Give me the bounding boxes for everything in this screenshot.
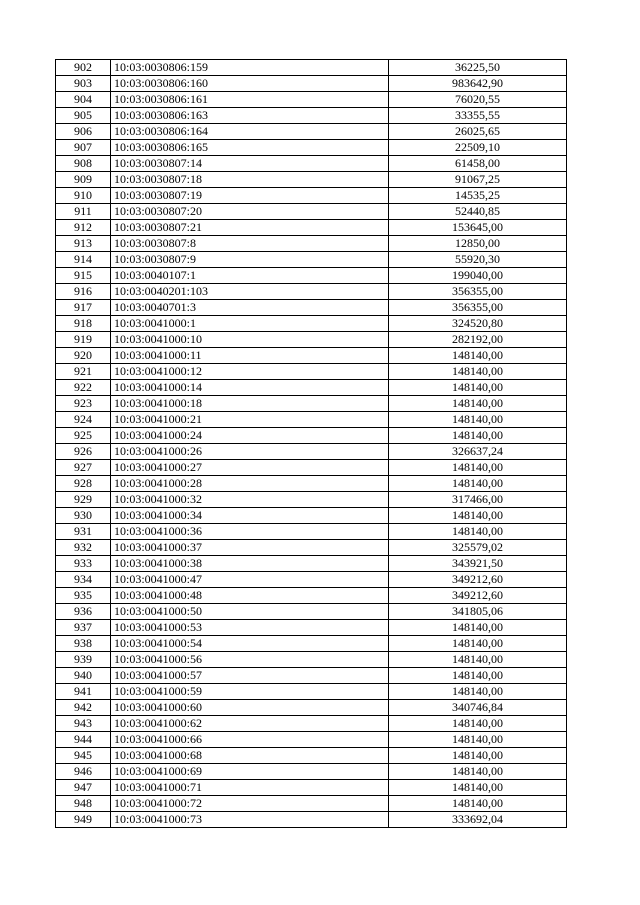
row-number-cell: 908 [56, 156, 111, 172]
row-number-cell: 948 [56, 796, 111, 812]
table-row [56, 428, 567, 444]
amount-cell: 33355,55 [389, 108, 567, 124]
row-number-cell: 921 [56, 364, 111, 380]
row-number-cell: 943 [56, 716, 111, 732]
amount-cell: 148140,00 [389, 396, 567, 412]
amount-cell: 148140,00 [389, 380, 567, 396]
table-row [56, 796, 567, 812]
table-row [56, 172, 567, 188]
table-row [56, 156, 567, 172]
row-number-cell: 930 [56, 508, 111, 524]
amount-cell: 349212,60 [389, 588, 567, 604]
amount-cell: 324520,80 [389, 316, 567, 332]
amount-cell: 356355,00 [389, 300, 567, 316]
cadastral-number-cell: 10:03:0041000:1 [111, 316, 389, 332]
row-number-cell: 949 [56, 812, 111, 828]
table-row [56, 764, 567, 780]
table-row [56, 60, 567, 76]
table-row [56, 284, 567, 300]
cadastral-number-cell: 10:03:0041000:73 [111, 812, 389, 828]
cadastral-number-cell: 10:03:0041000:26 [111, 444, 389, 460]
row-number-cell: 945 [56, 748, 111, 764]
table-row [56, 332, 567, 348]
amount-cell: 343921,50 [389, 556, 567, 572]
row-number-cell: 915 [56, 268, 111, 284]
row-number-cell: 940 [56, 668, 111, 684]
cadastral-number-cell: 10:03:0030807:9 [111, 252, 389, 268]
row-number-cell: 939 [56, 652, 111, 668]
amount-cell: 356355,00 [389, 284, 567, 300]
table-row [56, 780, 567, 796]
table-row [56, 460, 567, 476]
cadastral-number-cell: 10:03:0041000:53 [111, 620, 389, 636]
cadastral-number-cell: 10:03:0040107:1 [111, 268, 389, 284]
amount-cell: 148140,00 [389, 476, 567, 492]
row-number-cell: 946 [56, 764, 111, 780]
table-row [56, 732, 567, 748]
table-row [56, 140, 567, 156]
amount-cell: 148140,00 [389, 348, 567, 364]
table-row [56, 380, 567, 396]
cadastral-number-cell: 10:03:0041000:56 [111, 652, 389, 668]
cadastral-number-cell: 10:03:0041000:34 [111, 508, 389, 524]
amount-cell: 148140,00 [389, 460, 567, 476]
table-row [56, 92, 567, 108]
cadastral-number-cell: 10:03:0041000:71 [111, 780, 389, 796]
row-number-cell: 927 [56, 460, 111, 476]
row-number-cell: 922 [56, 380, 111, 396]
amount-cell: 52440,85 [389, 204, 567, 220]
amount-cell: 148140,00 [389, 780, 567, 796]
table-row [56, 684, 567, 700]
cadastral-number-cell: 10:03:0041000:28 [111, 476, 389, 492]
row-number-cell: 942 [56, 700, 111, 716]
cadastral-number-cell: 10:03:0041000:18 [111, 396, 389, 412]
amount-cell: 61458,00 [389, 156, 567, 172]
amount-cell: 148140,00 [389, 412, 567, 428]
table-row [56, 268, 567, 284]
cadastral-number-cell: 10:03:0030806:163 [111, 108, 389, 124]
amount-cell: 148140,00 [389, 620, 567, 636]
amount-cell: 153645,00 [389, 220, 567, 236]
cadastral-number-cell: 10:03:0030807:14 [111, 156, 389, 172]
cadastral-number-cell: 10:03:0041000:38 [111, 556, 389, 572]
cadastral-number-cell: 10:03:0030806:164 [111, 124, 389, 140]
row-number-cell: 935 [56, 588, 111, 604]
amount-cell: 12850,00 [389, 236, 567, 252]
row-number-cell: 907 [56, 140, 111, 156]
amount-cell: 282192,00 [389, 332, 567, 348]
table-row [56, 236, 567, 252]
cadastral-number-cell: 10:03:0041000:59 [111, 684, 389, 700]
row-number-cell: 912 [56, 220, 111, 236]
row-number-cell: 941 [56, 684, 111, 700]
table-row [56, 492, 567, 508]
cadastral-number-cell: 10:03:0041000:12 [111, 364, 389, 380]
cadastral-number-cell: 10:03:0041000:27 [111, 460, 389, 476]
amount-cell: 26025,65 [389, 124, 567, 140]
cadastral-number-cell: 10:03:0041000:21 [111, 412, 389, 428]
row-number-cell: 933 [56, 556, 111, 572]
table-row [56, 108, 567, 124]
row-number-cell: 938 [56, 636, 111, 652]
table-row [56, 444, 567, 460]
cadastral-number-cell: 10:03:0041000:10 [111, 332, 389, 348]
cadastral-number-cell: 10:03:0030807:21 [111, 220, 389, 236]
amount-cell: 148140,00 [389, 652, 567, 668]
cadastral-number-cell: 10:03:0041000:66 [111, 732, 389, 748]
row-number-cell: 925 [56, 428, 111, 444]
table-row [56, 524, 567, 540]
table-row [56, 652, 567, 668]
row-number-cell: 919 [56, 332, 111, 348]
row-number-cell: 913 [56, 236, 111, 252]
row-number-cell: 916 [56, 284, 111, 300]
table-row [56, 252, 567, 268]
table-row [56, 348, 567, 364]
amount-cell: 148140,00 [389, 636, 567, 652]
cadastral-number-cell: 10:03:0041000:60 [111, 700, 389, 716]
cadastral-number-cell: 10:03:0041000:36 [111, 524, 389, 540]
cadastral-number-cell: 10:03:0030806:161 [111, 92, 389, 108]
table-row [56, 700, 567, 716]
cadastral-number-cell: 10:03:0041000:47 [111, 572, 389, 588]
row-number-cell: 931 [56, 524, 111, 540]
amount-cell: 22509,10 [389, 140, 567, 156]
table-row [56, 188, 567, 204]
table-row [56, 124, 567, 140]
row-number-cell: 904 [56, 92, 111, 108]
cadastral-number-cell: 10:03:0030807:18 [111, 172, 389, 188]
amount-cell: 148140,00 [389, 524, 567, 540]
amount-cell: 349212,60 [389, 572, 567, 588]
table-row [56, 316, 567, 332]
table-body [56, 60, 567, 828]
row-number-cell: 937 [56, 620, 111, 636]
cadastral-number-cell: 10:03:0040701:3 [111, 300, 389, 316]
amount-cell: 148140,00 [389, 684, 567, 700]
cadastral-value-table [55, 59, 567, 828]
cadastral-number-cell: 10:03:0041000:57 [111, 668, 389, 684]
row-number-cell: 923 [56, 396, 111, 412]
amount-cell: 326637,24 [389, 444, 567, 460]
cadastral-number-cell: 10:03:0041000:14 [111, 380, 389, 396]
amount-cell: 91067,25 [389, 172, 567, 188]
table-row [56, 508, 567, 524]
amount-cell: 36225,50 [389, 60, 567, 76]
table-row [56, 604, 567, 620]
amount-cell: 983642,90 [389, 76, 567, 92]
cadastral-number-cell: 10:03:0041000:37 [111, 540, 389, 556]
amount-cell: 317466,00 [389, 492, 567, 508]
table-row [56, 636, 567, 652]
row-number-cell: 914 [56, 252, 111, 268]
table-row [56, 204, 567, 220]
table-row [56, 716, 567, 732]
row-number-cell: 906 [56, 124, 111, 140]
amount-cell: 148140,00 [389, 508, 567, 524]
table-row [56, 396, 567, 412]
cadastral-number-cell: 10:03:0041000:69 [111, 764, 389, 780]
row-number-cell: 918 [56, 316, 111, 332]
row-number-cell: 947 [56, 780, 111, 796]
cadastral-number-cell: 10:03:0030806:165 [111, 140, 389, 156]
table-row [56, 540, 567, 556]
amount-cell: 325579,02 [389, 540, 567, 556]
table-row [56, 812, 567, 828]
amount-cell: 76020,55 [389, 92, 567, 108]
amount-cell: 148140,00 [389, 764, 567, 780]
row-number-cell: 926 [56, 444, 111, 460]
amount-cell: 333692,04 [389, 812, 567, 828]
cadastral-number-cell: 10:03:0030806:160 [111, 76, 389, 92]
table-row [56, 412, 567, 428]
amount-cell: 341805,06 [389, 604, 567, 620]
row-number-cell: 924 [56, 412, 111, 428]
cadastral-number-cell: 10:03:0030807:19 [111, 188, 389, 204]
table-row [56, 620, 567, 636]
row-number-cell: 934 [56, 572, 111, 588]
amount-cell: 14535,25 [389, 188, 567, 204]
cadastral-number-cell: 10:03:0041000:54 [111, 636, 389, 652]
amount-cell: 55920,30 [389, 252, 567, 268]
row-number-cell: 929 [56, 492, 111, 508]
row-number-cell: 902 [56, 60, 111, 76]
table-row [56, 556, 567, 572]
row-number-cell: 932 [56, 540, 111, 556]
row-number-cell: 911 [56, 204, 111, 220]
amount-cell: 340746,84 [389, 700, 567, 716]
table-row [56, 748, 567, 764]
amount-cell: 148140,00 [389, 668, 567, 684]
table-row [56, 300, 567, 316]
cadastral-number-cell: 10:03:0030807:20 [111, 204, 389, 220]
cadastral-number-cell: 10:03:0041000:68 [111, 748, 389, 764]
amount-cell: 148140,00 [389, 796, 567, 812]
row-number-cell: 936 [56, 604, 111, 620]
row-number-cell: 920 [56, 348, 111, 364]
cadastral-number-cell: 10:03:0041000:11 [111, 348, 389, 364]
cadastral-number-cell: 10:03:0040201:103 [111, 284, 389, 300]
table-row [56, 364, 567, 380]
table-row [56, 76, 567, 92]
cadastral-number-cell: 10:03:0041000:32 [111, 492, 389, 508]
amount-cell: 148140,00 [389, 748, 567, 764]
row-number-cell: 909 [56, 172, 111, 188]
cadastral-number-cell: 10:03:0030807:8 [111, 236, 389, 252]
row-number-cell: 944 [56, 732, 111, 748]
amount-cell: 148140,00 [389, 716, 567, 732]
table-row [56, 572, 567, 588]
cadastral-number-cell: 10:03:0041000:50 [111, 604, 389, 620]
table-row [56, 588, 567, 604]
table-row [56, 476, 567, 492]
amount-cell: 148140,00 [389, 428, 567, 444]
row-number-cell: 910 [56, 188, 111, 204]
amount-cell: 199040,00 [389, 268, 567, 284]
row-number-cell: 905 [56, 108, 111, 124]
cadastral-number-cell: 10:03:0041000:72 [111, 796, 389, 812]
row-number-cell: 917 [56, 300, 111, 316]
cadastral-number-cell: 10:03:0030806:159 [111, 60, 389, 76]
amount-cell: 148140,00 [389, 732, 567, 748]
row-number-cell: 903 [56, 76, 111, 92]
table-row [56, 668, 567, 684]
amount-cell: 148140,00 [389, 364, 567, 380]
cadastral-number-cell: 10:03:0041000:24 [111, 428, 389, 444]
cadastral-number-cell: 10:03:0041000:62 [111, 716, 389, 732]
row-number-cell: 928 [56, 476, 111, 492]
table-row [56, 220, 567, 236]
cadastral-number-cell: 10:03:0041000:48 [111, 588, 389, 604]
